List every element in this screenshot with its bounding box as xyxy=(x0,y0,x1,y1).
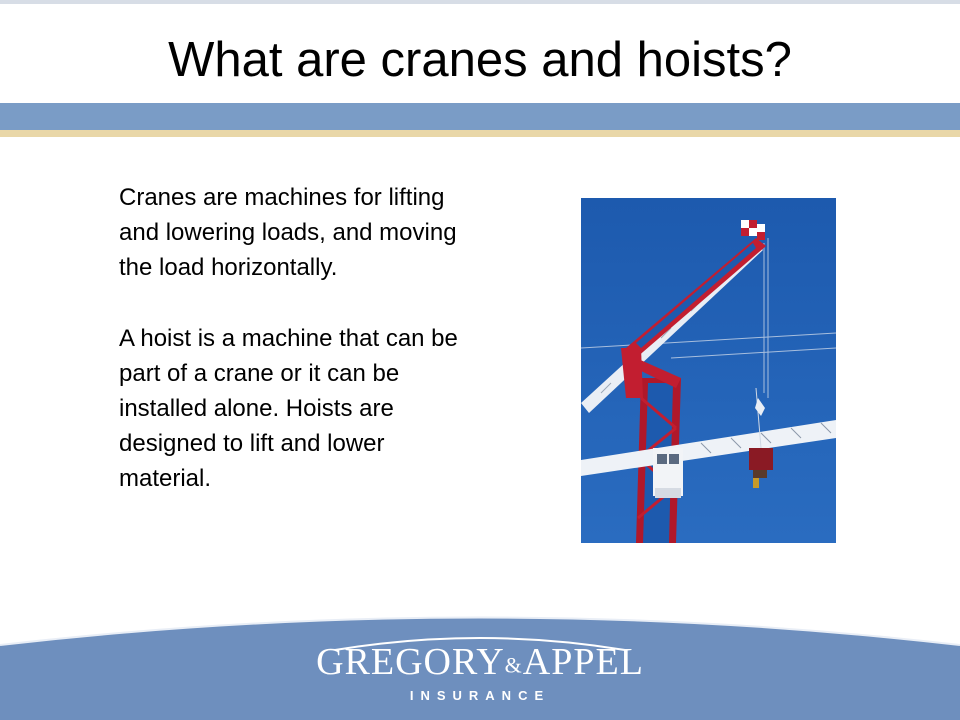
header-band-tan xyxy=(0,130,960,137)
tower-crane-photo xyxy=(581,198,836,543)
crane-cab xyxy=(653,448,683,498)
logo-wordmark xyxy=(0,640,960,684)
body-text xyxy=(119,180,459,532)
company-logo xyxy=(0,640,960,710)
paragraph-hoist: A hoist is a machine that can be part of a crane or it can be installed alone. Hoists are designed to lift and lower material. xyxy=(119,325,458,492)
slide-title: What are cranes and hoists? xyxy=(168,33,792,87)
logo-ampersand: & xyxy=(504,652,523,678)
header-band-blue xyxy=(0,103,960,130)
top-border xyxy=(0,0,960,4)
paragraph-cranes: Cranes are machines for lifting and lowering loads, and moving the load horizontally. xyxy=(119,184,457,281)
crane-illustration xyxy=(581,198,836,543)
logo-subtitle: INSURANCE xyxy=(409,688,551,703)
logo-name-right: APPEL xyxy=(522,641,644,683)
logo-name-left: GREGORY xyxy=(316,641,505,683)
